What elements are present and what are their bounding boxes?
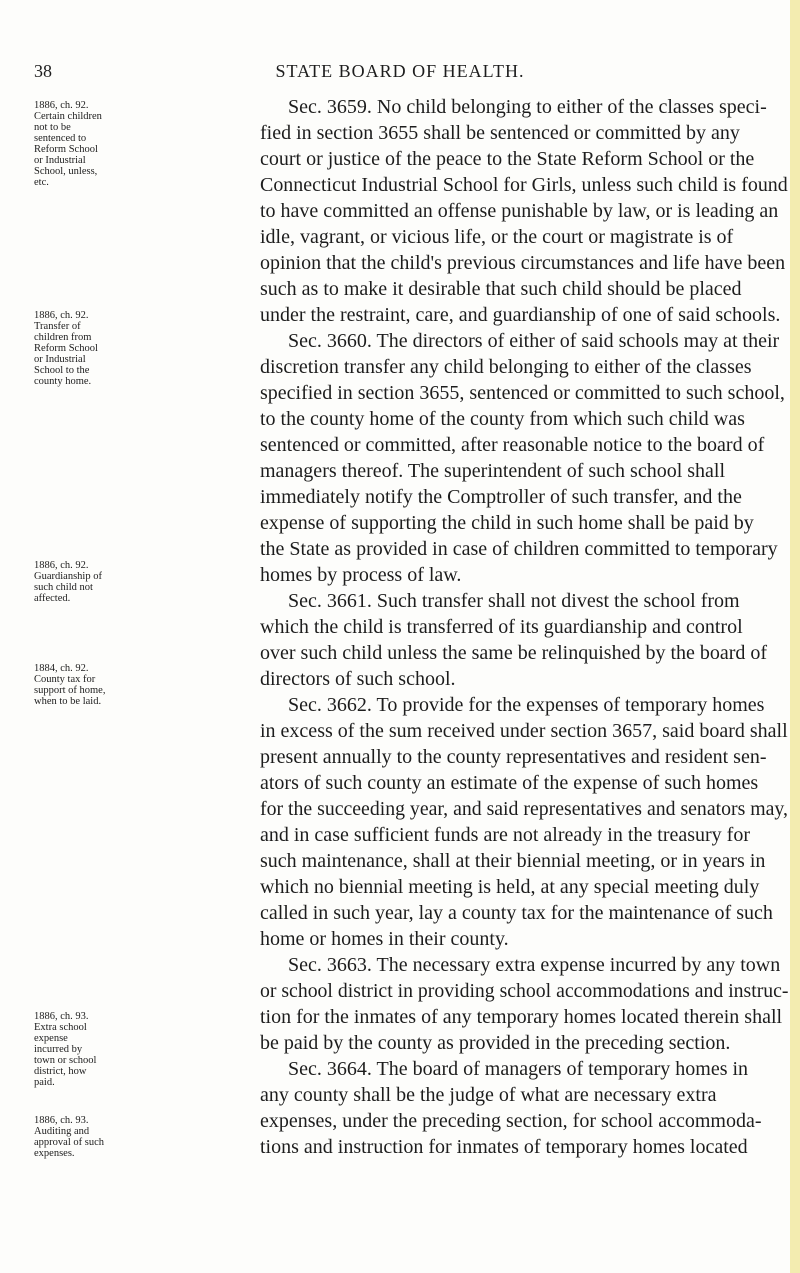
margin-note-line: county home. (34, 376, 92, 387)
body-line: discretion transfer any child belonging to either of the classes (260, 356, 752, 378)
margin-note-line: Extra school (34, 1022, 87, 1033)
margin-note-line: expenses. (34, 1148, 75, 1159)
margin-note-line: such child not (34, 582, 93, 593)
margin-note-line: affected. (34, 593, 71, 604)
body-line: specified in section 3655, sentenced or committed to such school, (260, 382, 785, 404)
margin-note-line: School to the (34, 365, 90, 376)
body-line: such maintenance, shall at their biennial meeting, or in years in (260, 850, 766, 872)
margin-note-line: or Industrial (34, 155, 86, 166)
running-head: STATE BOARD OF HEALTH. (275, 61, 525, 81)
section-first-line: Sec. 3660. The directors of either of said schools may at their (288, 330, 780, 352)
page-number: 38 (34, 61, 52, 81)
margin-note-line: Auditing and (34, 1126, 90, 1137)
margin-note-line: not to be (34, 122, 71, 133)
margin-note-line: support of home, (34, 685, 106, 696)
body-line: which the child is transferred of its guardianship and control (260, 616, 743, 638)
margin-note-line: children from (34, 332, 92, 343)
margin-note-line: Reform School (34, 144, 98, 155)
margin-note-line: when to be laid. (34, 696, 102, 707)
margin-note-line: sentenced to (34, 133, 87, 144)
margin-note-line: or Industrial (34, 354, 86, 365)
margin-note-sec-3659 (34, 100, 131, 188)
margin-note-line: district, how (34, 1066, 87, 1077)
margin-note-line: 1886, ch. 93. (34, 1011, 89, 1022)
margin-note-line: County tax for (34, 674, 96, 685)
margin-note-line: incurred by (34, 1044, 83, 1055)
body-line: be paid by the county as provided in the preceding section. (260, 1032, 731, 1054)
body-line: idle, vagrant, or vicious life, or the court or magistrate is of (260, 226, 734, 248)
margin-note-line: 1886, ch. 92. (34, 560, 89, 571)
body-line: over such child unless the same be relinquished by the board of (260, 642, 768, 664)
body-line: present annually to the county representatives and resident sen- (260, 746, 767, 768)
body-line: tion for the inmates of any temporary homes located therein shall (260, 1006, 783, 1028)
body-line: home or homes in their county. (260, 928, 509, 950)
body-line: managers thereof. The superintendent of such school shall (260, 460, 726, 482)
margin-note-line: 1886, ch. 93. (34, 1115, 89, 1126)
body-line: tions and instruction for inmates of temporary homes located (260, 1136, 748, 1158)
section-first-line: Sec. 3664. The board of managers of temporary homes in (288, 1058, 749, 1080)
margin-note-sec-3662 (34, 663, 131, 707)
page-edge-shading (790, 0, 800, 1273)
section-first-line: Sec. 3663. The necessary extra expense incurred by any town (288, 954, 781, 976)
body-line: such as to make it desirable that such child should be placed (260, 278, 742, 300)
body-line: expenses, under the preceding section, for school accommoda- (260, 1110, 762, 1132)
margin-note-sec-3663 (34, 1011, 131, 1088)
body-line: opinion that the child's previous circumstances and life have been (260, 252, 786, 274)
body-line: expense of supporting the child in such home shall be paid by (260, 512, 754, 534)
margin-note-line: 1886, ch. 92. (34, 310, 89, 321)
body-line: or school district in providing school accommodations and instruc- (260, 980, 789, 1002)
body-line: any county shall be the judge of what are necessary extra (260, 1084, 717, 1106)
margin-note-sec-3664 (34, 1115, 131, 1159)
body-line: immediately notify the Comptroller of such transfer, and the (260, 486, 742, 508)
body-line: in excess of the sum received under section 3657, said board shall (260, 720, 788, 742)
body-line: to have committed an offense punishable by law, or is leading an (260, 200, 779, 222)
body-line: under the restraint, care, and guardianship of one of said schools. (260, 304, 781, 326)
section-first-line: Sec. 3659. No child belonging to either of the classes speci- (288, 96, 767, 118)
margin-note-line: paid. (34, 1077, 55, 1088)
margin-note-line: Guardianship of (34, 571, 102, 582)
margin-note-sec-3660 (34, 310, 131, 387)
body-line: homes by process of law. (260, 564, 462, 586)
margin-note-sec-3661 (34, 560, 131, 604)
margin-note-line: Certain children (34, 111, 102, 122)
body-line: which no biennial meeting is held, at any special meeting duly (260, 876, 760, 898)
body-line: Connecticut Industrial School for Girls, unless such child is found (260, 174, 788, 196)
body-line: sentenced or committed, after reasonable notice to the board of (260, 434, 765, 456)
section-first-line: Sec. 3662. To provide for the expenses of temporary homes (288, 694, 765, 716)
margin-note-line: approval of such (34, 1137, 104, 1148)
margin-note-line: etc. (34, 177, 49, 188)
body-line: called in such year, lay a county tax for the maintenance of such (260, 902, 773, 924)
body-line: the State as provided in case of children committed to temporary (260, 538, 778, 560)
body-line: to the county home of the county from which such child was (260, 408, 745, 430)
margin-note-line: Transfer of (34, 321, 81, 332)
body-line: for the succeeding year, and said representatives and senators may, (260, 798, 788, 820)
margin-note-line: Reform School (34, 343, 98, 354)
section-first-line: Sec. 3661. Such transfer shall not divest the school from (288, 590, 740, 612)
margin-note-line: 1886, ch. 92. (34, 100, 89, 111)
margin-note-line: 1884, ch. 92. (34, 663, 89, 674)
body-line: fied in section 3655 shall be sentenced or committed by any (260, 122, 740, 144)
margin-note-line: School, unless, (34, 166, 98, 177)
body-line: court or justice of the peace to the State Reform School or the (260, 148, 755, 170)
margin-note-line: town or school (34, 1055, 97, 1066)
margin-note-line: expense (34, 1033, 68, 1044)
body-line: ators of such county an estimate of the expense of such homes (260, 772, 759, 794)
body-line: and in case sufficient funds are not already in the treasury for (260, 824, 750, 846)
body-line: directors of such school. (260, 668, 456, 690)
